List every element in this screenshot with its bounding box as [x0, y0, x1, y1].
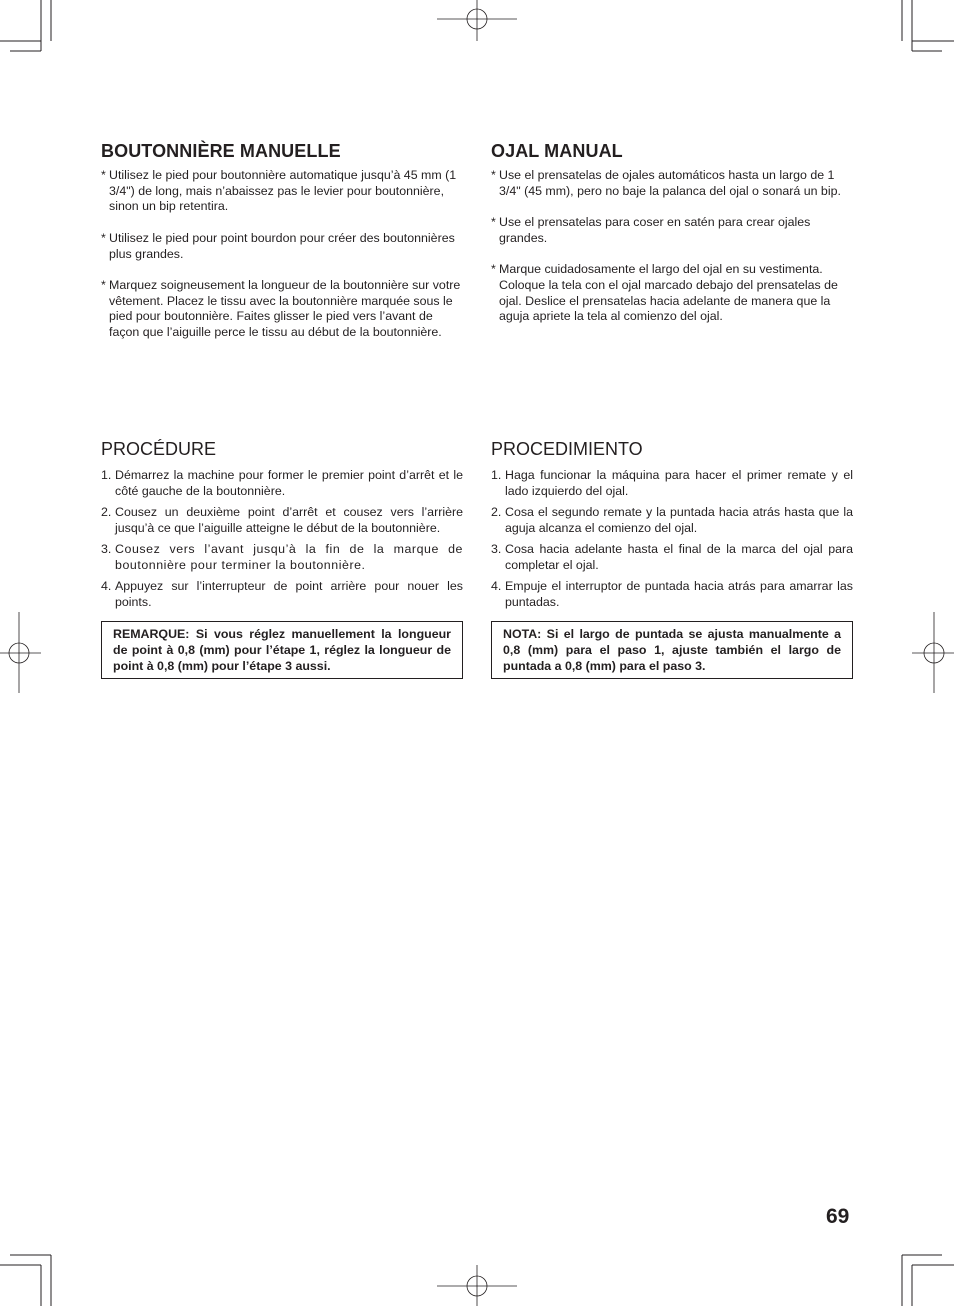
step-number: 2. [101, 505, 112, 519]
step-number: 4. [491, 579, 502, 593]
french-procedure-title: PROCÉDURE [101, 439, 217, 459]
list-item-text: Appuyez sur l’interrupteur de point arrière pour nouer les points. [115, 579, 463, 610]
bullet-asterisk: * [101, 230, 106, 245]
french-bullet-list [101, 168, 463, 341]
list-item [491, 262, 853, 325]
list-item [491, 541, 853, 573]
list-item [101, 278, 463, 341]
step-number: 3. [491, 542, 502, 556]
list-item-text: Haga funcionar la máquina para hacer el primer remate y el lado izquierdo del ojal. [505, 468, 853, 499]
list-item-text: Marquez soigneusement la longueur de la boutonnière sur votre vêtement. Placez le tissu avec la boutonnière marquée sous le pied pour boutonnière. Faites glisser le pied vers l’avant de façon que l’aiguille perce le tissu au début de la boutonnière. [109, 277, 461, 339]
bullet-asterisk: * [491, 168, 496, 182]
bullet-asterisk: * [491, 262, 496, 277]
list-item-text: Cousez un deuxième point d’arrêt et cousez vers l’arrière jusqu’à ce que l’aiguille atteigne le début de la boutonnière. [115, 505, 463, 536]
french-section-title: BOUTONNIÈRE MANUELLE [101, 141, 341, 161]
bullet-asterisk: * [491, 215, 496, 230]
bullet-asterisk: * [101, 277, 106, 292]
list-item [101, 231, 463, 262]
spanish-bullet-list [491, 168, 853, 325]
list-item-text: Utilisez le pied pour point bourdon pour créer des boutonnières plus grandes. [109, 230, 455, 261]
list-item-text: Marque cuidadosamente el largo del ojal en su vestimenta. Coloque la tela con el ojal marcado debajo del prensatelas de ojal. Deslice el prensatelas hacia adelante de manera que la aguja apriete la tela al comienzo del ojal. [499, 262, 838, 324]
list-item [491, 215, 853, 246]
list-item [491, 504, 853, 536]
list-item [101, 168, 463, 215]
list-item [101, 467, 463, 499]
list-item [491, 168, 853, 199]
step-number: 1. [491, 468, 502, 482]
list-item-text: Cosa hacia adelante hasta el final de la marca del ojal para completar el ojal. [505, 542, 853, 573]
list-item [491, 467, 853, 499]
list-item-text: Démarrez la machine pour former le premier point d’arrêt et le côté gauche de la boutonnière. [115, 468, 463, 499]
list-item-text: Empuje el interruptor de puntada hacia atrás para amarrar las puntadas. [505, 579, 853, 610]
list-item [101, 578, 463, 610]
step-number: 4. [101, 579, 112, 593]
list-item-text: Cosa el segundo remate y la puntada hacia atrás hasta que la aguja alcanza el comienzo del ojal. [505, 505, 853, 536]
step-number: 3. [101, 542, 112, 556]
step-number: 1. [101, 468, 112, 482]
spanish-step-list [491, 467, 853, 615]
list-item-text: Utilisez le pied pour boutonnière automatique jusqu’à 45 mm (1 3/4") de long, mais n’abaissez pas le levier pour boutonnière, sinon un bip retentira. [109, 168, 457, 214]
list-item [101, 541, 463, 573]
list-item [101, 504, 463, 536]
list-item [491, 578, 853, 610]
spanish-procedure-title: PROCEDIMIENTO [491, 439, 643, 459]
spanish-note-box: NOTA: Si el largo de puntada se ajusta manualmente a 0,8 (mm) para el paso 1, ajuste también el largo de puntada a 0,8 (mm) para el paso 3. [491, 621, 853, 679]
list-item-text: Cousez vers l’avant jusqu’à la fin de la marque de boutonnière pour terminer la boutonnière. [115, 542, 463, 573]
list-item-text: Use el prensatelas de ojales automáticos hasta un largo de 1 3/4" (45 mm), pero no baje la palanca del ojal o sonará un bip. [499, 168, 841, 198]
bullet-asterisk: * [101, 168, 106, 182]
step-number: 2. [491, 505, 502, 519]
page-number: 69 [826, 1205, 850, 1228]
french-note-box: REMARQUE: Si vous réglez manuellement la longueur de point à 0,8 (mm) pour l’étape 1, réglez la longueur de point à 0,8 (mm) pour l’étape 3 aussi. [101, 621, 463, 679]
list-item-text: Use el prensatelas para coser en satén para crear ojales grandes. [499, 215, 811, 245]
french-step-list [101, 467, 463, 615]
spanish-section-title: OJAL MANUAL [491, 141, 623, 161]
